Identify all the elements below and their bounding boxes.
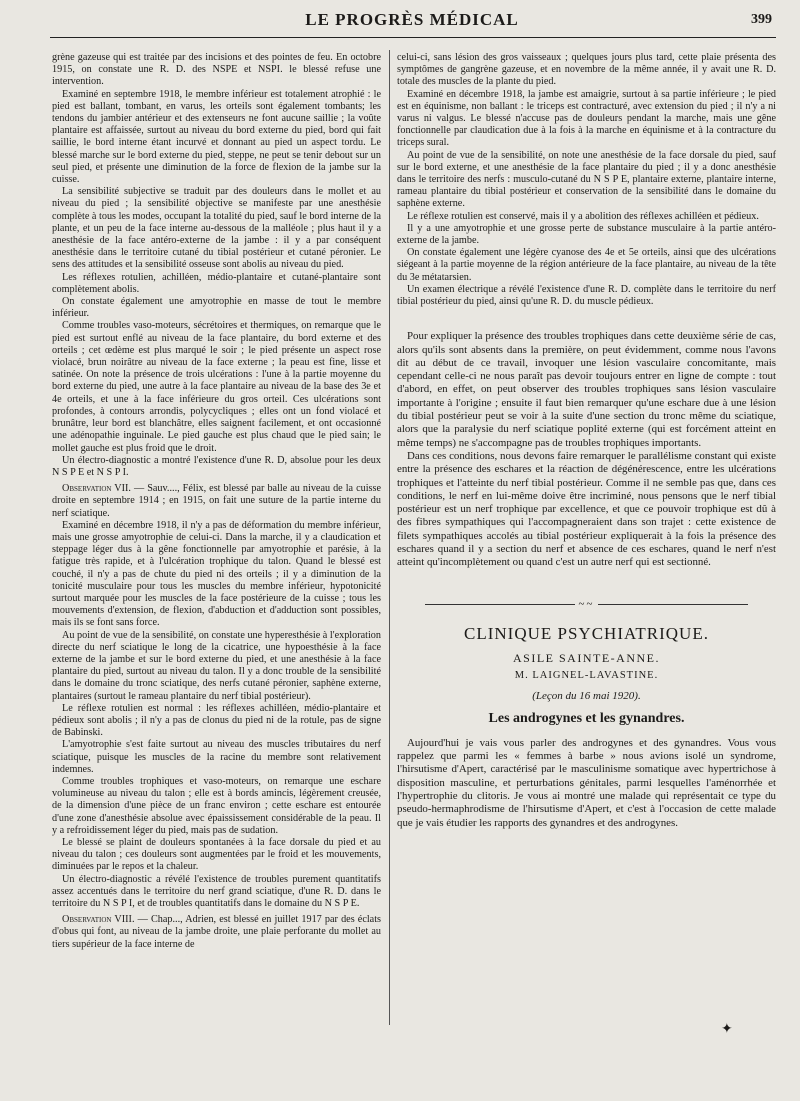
paragraph: Il y a une amyotrophie et une grosse perte de substance musculaire à la partie antéro-externe de la jambe. <box>397 222 776 247</box>
lecture-body <box>397 737 776 830</box>
paragraph: L'amyotrophie s'est faite surtout au niveau des muscles tributaires du nerf sciatique, puisque les muscles de la racine du membre sont relativement indemnes. <box>52 739 381 775</box>
paragraph: Examiné en septembre 1918, le membre inférieur est totalement atrophié : le pied est ballant, tombant, en varus, les orteils sont également tombants; les tendons du jambier antérieur et des extenseurs ne font aucune saillie ; la voûte plantaire est affaissée, surtout au niveau du bord externe du pied, bord qui fait saillie, le bord interne étant incurvé et donnant au pied un aspect tordu. Le blessé marche sur le bord externe du pied, steppe, ne peut se tenir debout sur un seul pied, et présente une diminution de la force de flexion de la jambe sur la cuisse. <box>52 88 381 186</box>
paragraph: La sensibilité subjective se traduit par des douleurs dans le mollet et au niveau du pied ; la sensibilité objective se manifeste par une anesthésie complète à tous les modes, occupant la totalité du pied, sauf le bord interne de la plante, et un peu de la face interne au-dessous de la malléole ; plus haut il y a anesthésie de la face antéro-externe de la jambe : il y a par conséquent anesthésie dans le territoire cutané du tibial postérieur et cutané péronier. Le sens des attitudes et la sensibilité osseuse sont abolis au niveau du pied. <box>52 186 381 271</box>
paragraph: Les réflexes rotulien, achilléen, médio-plantaire et cutané-plantaire sont complètement abolis. <box>52 271 381 295</box>
paragraph: Examiné en décembre 1918, la jambe est amaigrie, surtout à sa partie inférieure ; le pied est en équinisme, non ballant : le triceps est contracturé, avec extension du pied ; il n'y a ni varus ni valgus. Le blessé n'accuse pas de douleurs pendant la marche, mais une gêne fonctionnelle par claudication due à la fois à la marche en équinisme et à la contracture du triceps sural. <box>397 88 776 149</box>
observation-intro: — Chap..., Adrien, est blessé en juillet 1917 par des éclats d'obus qui font, au niveau de la jambe droite, une plaie perforante du mollet au tiers supérieur de la face interne de <box>52 914 381 950</box>
paragraph: Le blessé se plaint de douleurs spontanées à la face dorsale du pied et au niveau du talon ; ces douleurs sont augmentées par le froid et les mouvements, diminuées par le repos et la chaleur. <box>52 837 381 873</box>
journal-title: LE PROGRÈS MÉDICAL <box>305 10 519 29</box>
section-heading: CLINIQUE PSYCHIATRIQUE. <box>464 623 709 643</box>
left-column <box>52 52 381 951</box>
lecture-date: (Leçon du 16 mai 1920). <box>532 690 641 703</box>
observation-title: Observation VII. <box>62 483 131 495</box>
observation-intro: — Sauv...., Félix, est blessé par balle au niveau de la cuisse droite en septembre 1914 ; en 1915, on fait une suture de la partie interne du nerf sciatique. <box>52 483 381 519</box>
observation-8 <box>52 914 381 951</box>
right-column <box>397 52 776 830</box>
paragraph: celui-ci, sans lésion des gros vaisseaux ; quelques jours plus tard, cette plaie présenta des symptômes de gangrène gazeuse, et en novembre de la même année, il y avait une R. D. totale des muscles de la plante du pied. <box>397 52 776 88</box>
paragraph: Examiné en décembre 1918, il n'y a pas de déformation du membre inférieur, mais une grosse amyotrophie de celui-ci. Dans la marche, il y a claudication et steppage léger dus à la gêne fonctionnelle par amyotrophie et parésie, à la fatigue très rapide, et à l'ulcération trophique du talon. Quand le blessé est couché, il n'y a pas de chute du pied ni des orteils ; il y a diminution de la tonicité musculaire pour tous les muscles du membre inférieur, hypotonicité surtout marquée pour les muscles de la face postérieure de la cuisse ; tous les mouvements d'extension, de flexion, d'abduction et d'adduction sont possibles, mais ils se font sans force. <box>52 519 381 629</box>
paragraph: Le réflexe rotulien est conservé, mais il y a abolition des réflexes achilléen et pédieux. <box>407 210 759 222</box>
lecture-title: Les androgynes et les gynandres. <box>488 710 685 726</box>
header-rule <box>50 37 776 38</box>
paragraph: Aujourd'hui je vais vous parler des androgynes et des gynandres. Vous vous rappelez que parmi les « femmes à barbe » nous avions isolé un syndrome, l'hirsutisme d'Apert, caractérisé par le masculinisme somatique avec hypertrichose à disposition masculine, et perturbations génitales, parmi lesquelles l'aménorrhée et l'hypertrophie du clitoris. Je vous ai montré une malade qui représentait ce type du pseudo-hermaphrodisme de l'hirsutisme d'Apert, et c'est à l'occasion de cette malade que je vais étudier les rapports des gynandres et des androgynes. <box>397 736 776 829</box>
paragraph: Au point de vue de la sensibilité, on note une anesthésie de la face dorsale du pied, sauf sur le bord externe, et une anesthésie de la face plantaire du pied ; il y a donc anesthésie dans le territoire des nerfs : musculo-cutané du N S P E, plantaire externe, plantaire interne, rameau plantaire du tibial postérieur et conservation de la sensibilité dans le domaine du saphène externe. <box>397 149 776 210</box>
running-head <box>52 10 772 36</box>
paragraph: On constate également une amyotrophie en masse de tout le membre inférieur. <box>52 296 381 320</box>
column-divider <box>389 50 390 1025</box>
paragraph: Comme troubles trophiques et vaso-moteurs, on remarque une eschare volumineuse au niveau du talon ; elle est à bords amincis, légèrement creusée, de la dimension d'une pièce de un franc environ ; cette eschare est entourée d'une zone d'anesthésie absolue avec épaississement considérable de la peau. Il y a refroidissement léger du pied, mais pas de sudation. <box>52 775 381 836</box>
discussion <box>397 330 776 569</box>
institution: ASILE SAINTE-ANNE. <box>513 651 660 666</box>
observation-7 <box>52 483 381 520</box>
paragraph: Pour expliquer la présence des troubles trophiques dans cette deuxième série de cas, alors qu'ils sont absents dans la première, on peut évidemment, comme nous l'avons dit au début de ce travail, invoquer une lésion vasculaire concomitante, mais cependant celle-ci ne nous paraît pas devoir toujours entrer en ligne de compte : tout d'abord, en effet, on peut observer des troubles trophiques sans lésion vasculaire importante à l'origine ; ensuite il faut bien remarquer qu'une eschare due à une lésion du tibial postérieur peut se voir à la suite d'une section du tronc même du sciatique, alors que la paralysie du nerf sciatique poplité externe (qui est forcément atteint en même temps) ne s'accompagne pas de troubles trophiques importants. <box>397 330 776 449</box>
observation-title: Observation VIII. <box>62 914 135 926</box>
author: M. LAIGNEL-LAVASTINE. <box>514 670 659 682</box>
paragraph: On constate également une légère cyanose des 4e et 5e orteils, ainsi que des ulcérations siégeant à la partie moyenne de la région antérieure de la face plantaire, au niveau de la tête du 3e métatarsien. <box>397 247 776 283</box>
section-ornament: ~~ <box>397 598 776 610</box>
page-number: 399 <box>751 12 772 27</box>
paragraph: Au point de vue de la sensibilité, on constate une hyperesthésie à l'exploration directe du nerf sciatique le long de la cicatrice, une hypoesthésie à la face externe de la jambe et sur le bord externe du pied, et une anesthésie à la face plantaire du pied, surtout au niveau du talon. Il y a donc trouble de la sensibilité dans le domaine du tronc sciatique, des nerfs cutané péronier, saphène externe, plantaires (surtout le rameau plantaire du nerf tibial postérieur). <box>52 629 381 702</box>
paragraph: Dans ces conditions, nous devons faire remarquer le parallélisme constant qui existe entre la présence des eschares et la réaction de dégénérescence, entre les ulcérations trophiques et l'atteinte du nerf tibial postérieur. Comme il ne semble pas que, dans ces conditions, le nerf en lui-même doive être incriminé, nous pensons que le nerf tibial postérieur est un nerf trophique par excellence, et que ce pouvoir trophique est dû à des fibres sympathiques qui l'accompagneraient dans son trajet : cette existence de filets sympathiques accolés au tibial postérieur expliquerait à la fois la présence des eschares quand il y a section du nerf et absence de ces eschares, quand le nerf n'est atteint qu'incomplètement ou quand c'est un autre nerf qui est sectionné. <box>397 449 776 569</box>
paragraph: Un électro-diagnostic a révélé l'existence de troubles purement quantitatifs assez accentués dans le territoire du nerf grand sciatique, d'une R. D. dans le territoire du N S P I, et de troubles quantitatifs dans le domaine du N S P E. <box>52 873 381 910</box>
paragraph: Comme troubles vaso-moteurs, sécrétoires et thermiques, on remarque que le pied est surtout enflé au niveau de la face plantaire, du bord externe et des orteils ; cet œdème est plus marqué le soir ; le pied présente un aspect rose violacé, brun noirâtre au niveau de la face externe ; la peau est fine, lisse et satinée. On note la présence de trois ulcérations : l'une à la partie moyenne du bord externe du pied, une autre à la face plantaire au niveau de la base des 3e et 4e orteils, et une à la face inférieure du gros orteil. Ces ulcérations sont profondes, à contours arrondis, polycycliques ; elles ont un fond violacé et brunâtre, leur bord est blanchâtre, elles saignent facilement, et ont occasionné une adénopathie inguinale. Le pied gauche est plus chaud que le pied sain; le mollet gauche est plus froid que le droit. <box>52 320 381 454</box>
paragraph: grène gazeuse qui est traitée par des incisions et des pointes de feu. En octobre 1915, on constate une R. D. des NSPE et NSPI. le blessé refuse une intervention. <box>52 52 381 88</box>
end-mark: ✦ <box>721 1022 733 1037</box>
paragraph: Le réflexe rotulien est normal : les réflexes achilléen, médio-plantaire et pédieux sont abolis ; il n'y a pas de clonus du pied ni de la rotule, pas de signe de Babinski. <box>52 702 381 739</box>
paragraph: Un électro-diagnostic a montré l'existence d'une R. D, absolue pour les deux N S P E et N S P I. <box>52 454 381 478</box>
paragraph: Un examen électrique a révélé l'existence d'une R. D. complète dans le territoire du nerf tibial postérieur du pied, ainsi qu'une R. D. du muscle pédieux. <box>397 283 776 308</box>
